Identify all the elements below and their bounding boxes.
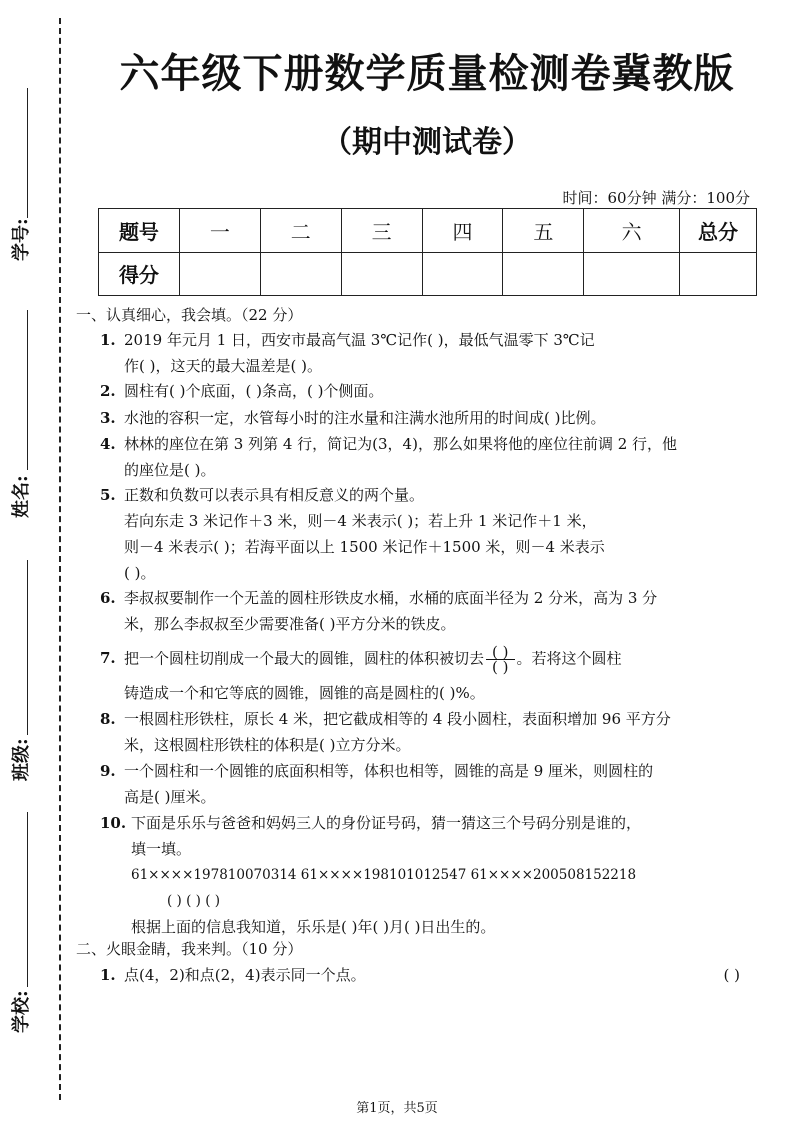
fraction-numerator: ( )	[486, 645, 514, 660]
question-text: 作( )，这天的最大温差是( )。	[124, 357, 322, 375]
question-text: 米，这根圆柱形铁柱的体积是( )立方分米。	[124, 736, 411, 754]
question-number: 2.	[100, 382, 116, 400]
question-text: 圆柱有( )个底面，( )条高，( )个侧面。	[124, 382, 384, 400]
question-text-part: 把一个圆柱切削成一个最大的圆锥，圆柱的体积被切去	[124, 649, 485, 668]
question-number: 1.	[100, 966, 116, 984]
score-header-cell: 六	[584, 209, 680, 253]
answer-bracket[interactable]: ( )	[723, 966, 740, 984]
score-cell[interactable]	[503, 252, 584, 296]
score-row-label: 得分	[99, 252, 180, 296]
question-number: 6.	[100, 589, 116, 607]
fraction-blank[interactable]	[486, 645, 514, 674]
score-header-cell: 三	[341, 209, 422, 253]
score-header-cell: 题号	[99, 209, 180, 253]
question-number: 9.	[100, 762, 116, 780]
score-table-header-row	[99, 209, 757, 253]
question-number: 5.	[100, 486, 116, 504]
score-cell[interactable]	[422, 252, 503, 296]
score-header-cell: 二	[260, 209, 341, 253]
score-cell[interactable]	[179, 252, 260, 296]
question-number: 10.	[100, 814, 127, 832]
question-text: 的座位是( )。	[124, 461, 216, 479]
question-text: 2019 年元月 1 日，西安市最高气温 3℃记作( )，最低气温零下 3℃记	[124, 331, 595, 349]
id-answer-blanks[interactable]: ( ) ( ) ( )	[167, 893, 221, 909]
name-line[interactable]	[27, 310, 28, 470]
score-cell[interactable]	[680, 252, 757, 296]
page-title: 六年级下册数学质量检测卷冀教版	[119, 50, 735, 97]
school-label: 学校:	[11, 990, 32, 1033]
score-cell[interactable]	[341, 252, 422, 296]
question-text: 填一填。	[131, 840, 192, 858]
question-text: 一根圆柱形铁柱，原长 4 米，把它截成相等的 4 段小圆柱，表面积增加 96 平方分	[124, 710, 671, 728]
page-subtitle: （期中测试卷）	[322, 125, 532, 160]
school-line[interactable]	[27, 812, 28, 987]
score-header-cell: 四	[422, 209, 503, 253]
question-number: 7.	[100, 649, 116, 667]
question-number: 4.	[100, 435, 116, 453]
class-line[interactable]	[27, 560, 28, 735]
question-text: 下面是乐乐与爸爸和妈妈三人的身份证号码，猜一猜这三个号码分别是谁的，	[131, 814, 642, 832]
score-header-cell: 一	[179, 209, 260, 253]
section-1-heading: 一、认真细心，我会填。（22 分）	[76, 306, 303, 324]
id-numbers: 61××××197810070314 61××××198101012547 61××××200508152218	[131, 867, 637, 883]
question-text: 高是( )厘米。	[124, 788, 216, 806]
class-label: 班级:	[11, 738, 32, 781]
question-text: 一个圆柱和一个圆锥的底面积相等，体积也相等，圆锥的高是 9 厘米，则圆柱的	[124, 762, 654, 780]
question-text: 水池的容积一定，水管每小时的注水量和注满水池所用的时间成( )比例。	[124, 409, 606, 427]
binding-dashed-line	[59, 18, 61, 1100]
question-text: 林林的座位在第 3 列第 4 行，简记为(3，4)，那么如果将他的座位往前调 2 行，他	[124, 435, 678, 453]
student-no-line[interactable]	[27, 88, 28, 218]
name-label: 姓名:	[11, 475, 32, 518]
score-table-score-row	[99, 252, 757, 296]
question-text	[124, 645, 622, 674]
section-2-heading: 二、火眼金睛，我来判。（10 分）	[76, 940, 303, 958]
question-text: ( )。	[124, 564, 156, 582]
question-text: 正数和负数可以表示具有相反意义的两个量。	[124, 486, 425, 504]
question-text: 铸造成一个和它等底的圆锥，圆锥的高是圆柱的( )%。	[124, 684, 485, 702]
question-number: 3.	[100, 409, 116, 427]
question-text-part: 。若将这个圆柱	[516, 649, 622, 668]
page-footer: 第1页，共5页	[356, 1101, 438, 1116]
question-number: 8.	[100, 710, 116, 728]
time-info: 时间：60分钟 满分：100分	[562, 189, 750, 207]
question-text: 米，那么李叔叔至少需要准备( )平方分米的铁皮。	[124, 615, 456, 633]
score-header-cell: 五	[503, 209, 584, 253]
score-header-cell: 总分	[680, 209, 757, 253]
question-text: 点(4，2)和点(2，4)表示同一个点。	[124, 966, 366, 984]
question-text: 根据上面的信息我知道，乐乐是( )年( )月( )日出生的。	[131, 918, 496, 936]
question-text: 则－4 米表示( )；若海平面以上 1500 米记作＋1500 米，则－4 米表示	[124, 538, 605, 556]
student-no-label: 学号:	[11, 218, 32, 261]
score-table	[98, 208, 757, 296]
score-cell[interactable]	[584, 252, 680, 296]
question-text: 李叔叔要制作一个无盖的圆柱形铁皮水桶，水桶的底面半径为 2 分米，高为 3 分	[124, 589, 658, 607]
question-text: 若向东走 3 米记作＋3 米，则－4 米表示( )；若上升 1 米记作＋1 米，	[124, 512, 597, 530]
score-cell[interactable]	[260, 252, 341, 296]
fraction-denominator: ( )	[492, 658, 509, 676]
question-number: 1.	[100, 331, 116, 349]
